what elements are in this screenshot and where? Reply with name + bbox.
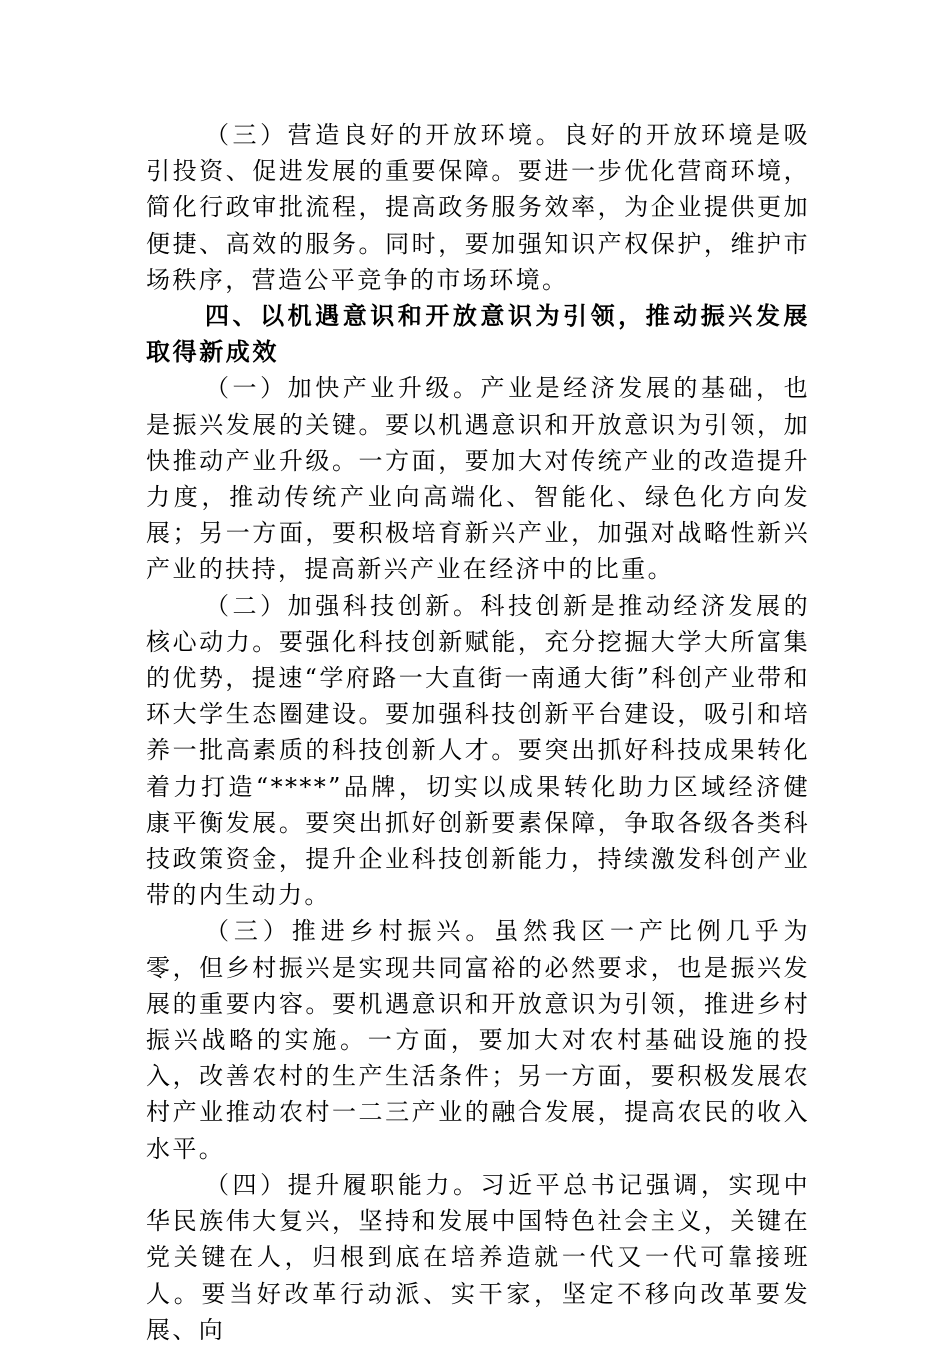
paragraph-open-environment	[146, 117, 810, 298]
paragraph-rural-revitalization	[146, 913, 810, 1166]
paragraph-duty-capability	[146, 1167, 810, 1348]
paragraph-industry-upgrade	[146, 370, 810, 587]
paragraph-lead: （四）提升履职能力。	[205, 1170, 481, 1199]
paragraph-body: 产业是经济发展的基础，也是振兴发展的关键。要以机遇意识和开放意识为引领，加快推动产业升级。一方面，要加大对传统产业的改造提升力度，推动传统产业向高端化、智能化、绿色化方向发展；另一方面，要积极培育新兴产业，加强对战略性新兴产业的扶持，提高新兴产业在经济中的比重。	[146, 374, 810, 584]
paragraph-tech-innovation	[146, 588, 810, 914]
paragraph-lead: （三）推进乡村振兴。	[205, 917, 495, 946]
paragraph-lead: （二）加强科技创新。	[205, 591, 481, 620]
paragraph-body: 良好的开放环境是吸引投资、促进发展的重要保障。要进一步优化营商环境，简化行政审批流程，提高政务服务效率，为企业提供更加便捷、高效的服务。同时，要加强知识产权保护，维护市场秩序，营造公平竞争的市场环境。	[146, 121, 811, 294]
paragraph-body: 虽然我区一产比例几乎为零，但乡村振兴是实现共同富裕的必然要求，也是振兴发展的重要内容。要机遇意识和开放意识为引领，推进乡村振兴战略的实施。一方面，要加大对农村基础设施的投入，改善农村的生产生活条件；另一方面，要积极发展农村产业推动农村一二三产业的融合发展，提高农民的收入水平。	[146, 917, 810, 1163]
paragraph-body: 习近平总书记强调，实现中华民族伟大复兴，坚持和发展中国特色社会主义，关键在党关键在人，归根到底在培养造就一代又一代可靠接班人。要当好改革行动派、实干家，坚定不移向改革要发展、向	[146, 1170, 810, 1344]
paragraph-body: 科技创新是推动经济发展的核心动力。要强化科技创新赋能，充分挖掘大学大所富集的优势，提速“学府路一大直街一南通大街”科创产业带和环大学生态圈建设。要加强科技创新平台建设，吸引和培养一批高素质的科技创新人才。要突出抓好科技成果转化着力打造“****”品牌，切实以成果转化助力区域经济健康平衡发展。要突出抓好创新要素保障，争取各级各类科技政策资金，提升企业科技创新能力，持续激发科创产业带的内生动力。	[146, 591, 810, 910]
section-heading-four: 四、以机遇意识和开放意识为引领，推动振兴发展取得新成效	[146, 302, 810, 367]
paragraph-lead: （一）加快产业升级。	[205, 374, 481, 403]
document-page	[146, 117, 810, 1348]
paragraph-lead: （三）营造良好的开放环境。	[205, 121, 564, 149]
